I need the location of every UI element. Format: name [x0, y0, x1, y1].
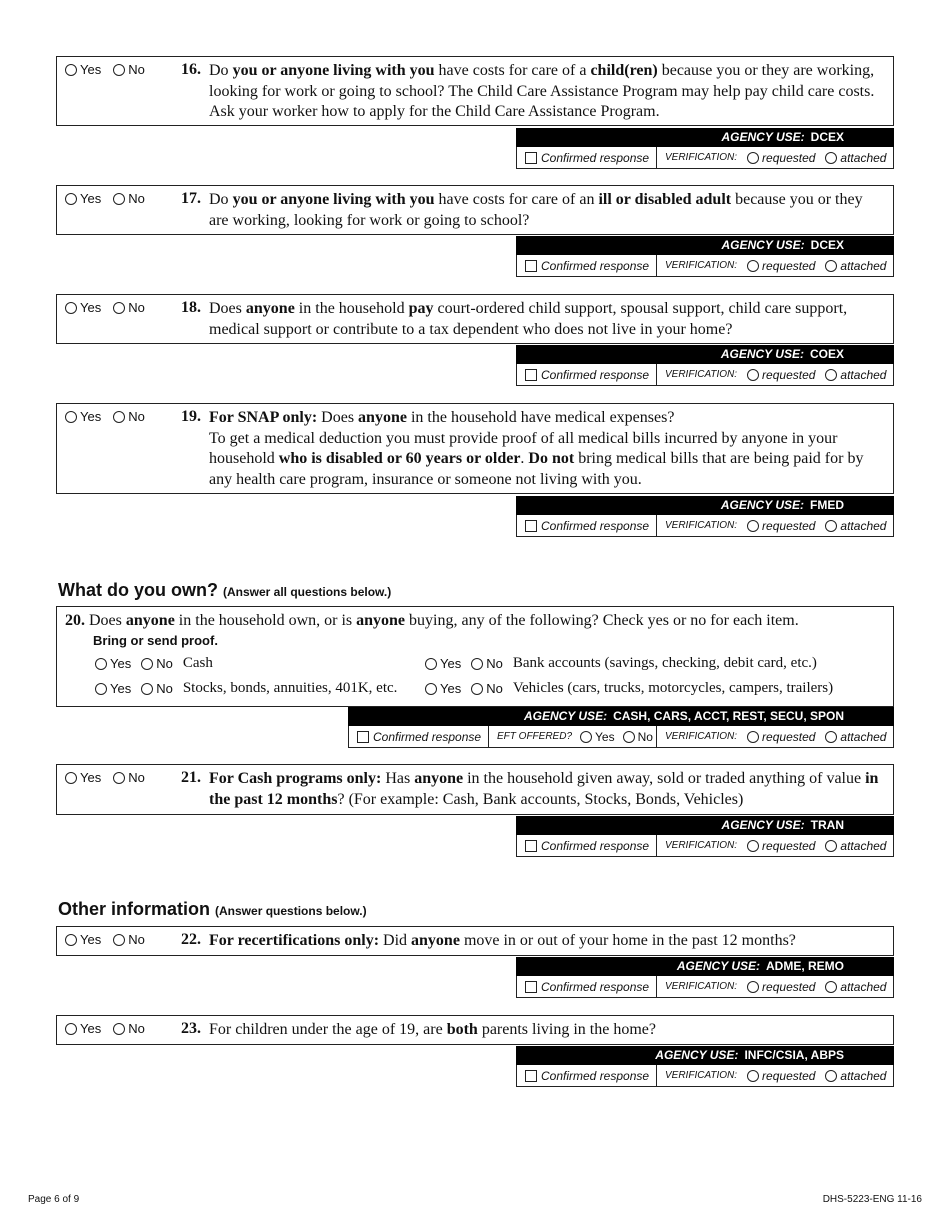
item-cash: Yes No Cash	[95, 655, 213, 672]
attached-radio[interactable]: attached	[825, 259, 886, 273]
yes-no-group	[65, 770, 145, 785]
no-radio[interactable]: No	[113, 932, 145, 947]
agency-use-header: AGENCY USE: ADME, REMO	[516, 957, 894, 976]
page-number: Page 6 of 9	[28, 1194, 80, 1205]
question-18	[56, 294, 894, 344]
no-radio[interactable]: No	[141, 681, 173, 696]
requested-radio[interactable]: requested	[747, 259, 815, 273]
verification-group: VERIFICATION: requested attached	[665, 518, 887, 533]
no-radio[interactable]: No	[471, 656, 503, 671]
section-title-own: What do you own? (Answer all questions below.)	[58, 580, 392, 600]
no-radio[interactable]: No	[113, 770, 145, 785]
confirmed-response-checkbox[interactable]: Confirmed response	[517, 147, 657, 168]
requested-radio[interactable]: requested	[747, 980, 815, 994]
no-radio[interactable]: No	[113, 1021, 145, 1036]
form-id: DHS-5223-ENG 11-16	[822, 1194, 922, 1205]
question-22	[56, 926, 894, 956]
agency-use-block	[516, 957, 894, 998]
agency-use-header: AGENCY USE: FMED	[516, 496, 894, 515]
verification-group: VERIFICATION: requested attached	[665, 150, 887, 165]
attached-radio[interactable]: attached	[825, 368, 886, 382]
yes-no-group	[65, 62, 145, 77]
confirmed-response-checkbox[interactable]: Confirmed response	[517, 1065, 657, 1086]
yes-no-group	[65, 932, 145, 947]
agency-use-header: AGENCY USE: TRAN	[516, 816, 894, 835]
confirmed-response-checkbox[interactable]: Confirmed response	[517, 976, 657, 997]
yes-radio[interactable]: Yes	[65, 932, 101, 947]
verification-group: VERIFICATION: requested attached	[665, 1068, 887, 1083]
verification-group: VERIFICATION: requested attached	[665, 979, 887, 994]
no-radio[interactable]: No	[471, 681, 503, 696]
confirmed-response-checkbox[interactable]: Confirmed response	[349, 726, 489, 747]
yes-radio[interactable]: Yes	[65, 62, 101, 77]
requested-radio[interactable]: requested	[747, 730, 815, 744]
requested-radio[interactable]: requested	[747, 839, 815, 853]
attached-radio[interactable]: attached	[825, 980, 886, 994]
item-bank-accounts: Yes No Bank accounts (savings, checking, debit card, etc.)	[425, 655, 817, 672]
yes-radio[interactable]: Yes	[65, 300, 101, 315]
requested-radio[interactable]: requested	[747, 368, 815, 382]
eft-offered-group: EFT OFFERED? Yes No	[489, 726, 657, 747]
verification-group: VERIFICATION: requested attached	[665, 838, 887, 853]
item-stocks: Yes No Stocks, bonds, annuities, 401K, etc.	[95, 680, 397, 697]
question-text: For children under the age of 19, are both parents living in the home?	[209, 1021, 656, 1038]
question-text: Do you or anyone living with you have costs for care of a child(ren) because you or they are working, looking for work or going to school? The Child Care Assistance Program may help pay child care costs. Ask your worker how to apply for the Child Care Assistance Program.	[209, 62, 875, 120]
yes-no-group	[65, 409, 145, 424]
question-16	[56, 56, 894, 126]
agency-use-block	[516, 496, 894, 537]
agency-use-block	[516, 1046, 894, 1087]
yes-radio[interactable]: Yes	[65, 770, 101, 785]
attached-radio[interactable]: attached	[825, 151, 886, 165]
section-title-other: Other information (Answer questions below.)	[58, 899, 367, 919]
requested-radio[interactable]: requested	[747, 519, 815, 533]
question-number: 19.	[181, 408, 201, 425]
question-text: Does anyone in the household pay court-ordered child support, spousal support, child care support, medical support or contribute to a tax dependent who does not live in your home?	[209, 300, 848, 338]
question-number: 23.	[181, 1020, 201, 1037]
question-20	[56, 606, 894, 707]
yes-radio[interactable]: Yes	[65, 409, 101, 424]
no-radio[interactable]: No	[113, 62, 145, 77]
verification-group: VERIFICATION: requested attached	[665, 367, 887, 382]
confirmed-response-checkbox[interactable]: Confirmed response	[517, 255, 657, 276]
confirmed-response-checkbox[interactable]: Confirmed response	[517, 364, 657, 385]
proof-note: Bring or send proof.	[93, 633, 218, 648]
yes-no-group	[65, 191, 145, 206]
yes-radio[interactable]: Yes	[95, 656, 131, 671]
requested-radio[interactable]: requested	[747, 1069, 815, 1083]
agency-use-block	[516, 128, 894, 169]
agency-use-block	[516, 816, 894, 857]
agency-use-header: AGENCY USE: DCEX	[516, 236, 894, 255]
yes-radio[interactable]: Yes	[95, 681, 131, 696]
question-text: Do you or anyone living with you have costs for care of an ill or disabled adult because you or they are working, looking for work or going to school?	[209, 191, 863, 229]
requested-radio[interactable]: requested	[747, 151, 815, 165]
verification-group: VERIFICATION: requested attached	[665, 729, 887, 744]
no-radio[interactable]: No	[623, 730, 653, 744]
yes-radio[interactable]: Yes	[425, 681, 461, 696]
confirmed-response-checkbox[interactable]: Confirmed response	[517, 515, 657, 536]
no-radio[interactable]: No	[141, 656, 173, 671]
no-radio[interactable]: No	[113, 300, 145, 315]
question-23	[56, 1015, 894, 1045]
agency-use-header: AGENCY USE: DCEX	[516, 128, 894, 147]
yes-no-group	[65, 1021, 145, 1036]
no-radio[interactable]: No	[113, 409, 145, 424]
question-text: For Cash programs only: Has anyone in the household given away, sold or traded anything of value in the past 12 months? (For example: Cash, Bank accounts, Stocks, Bonds, Vehicles)	[209, 770, 879, 808]
attached-radio[interactable]: attached	[825, 519, 886, 533]
yes-radio[interactable]: Yes	[580, 730, 615, 744]
yes-radio[interactable]: Yes	[425, 656, 461, 671]
agency-use-block	[516, 236, 894, 277]
question-number: 17.	[181, 190, 201, 207]
question-21	[56, 764, 894, 815]
question-number: 18.	[181, 299, 201, 316]
question-19	[56, 403, 894, 494]
attached-radio[interactable]: attached	[825, 730, 886, 744]
yes-radio[interactable]: Yes	[65, 1021, 101, 1036]
question-text: For SNAP only: Does anyone in the household have medical expenses? To get a medical deduction you must provide proof of all medical bills incurred by anyone in your household who is disabled or 60 years or older. Do not bring medical bills that are being paid for by any health care program, insurance or someone not living with you.	[209, 409, 864, 488]
agency-use-header: AGENCY USE: COEX	[516, 345, 894, 364]
yes-radio[interactable]: Yes	[65, 191, 101, 206]
question-text: For recertifications only: Did anyone move in or out of your home in the past 12 months?	[209, 932, 796, 949]
question-number: 16.	[181, 61, 201, 78]
attached-radio[interactable]: attached	[825, 839, 886, 853]
verification-group: VERIFICATION: requested attached	[665, 258, 887, 273]
no-radio[interactable]: No	[113, 191, 145, 206]
confirmed-response-checkbox[interactable]: Confirmed response	[517, 835, 657, 856]
question-number: 22.	[181, 931, 201, 948]
attached-radio[interactable]: attached	[825, 1069, 886, 1083]
question-17	[56, 185, 894, 235]
question-number: 21.	[181, 769, 201, 786]
item-vehicles: Yes No Vehicles (cars, trucks, motorcycles, campers, trailers)	[425, 680, 833, 697]
agency-use-header: AGENCY USE: CASH, CARS, ACCT, REST, SECU, SPON	[348, 707, 894, 726]
agency-use-header: AGENCY USE: INFC/CSIA, ABPS	[516, 1046, 894, 1065]
agency-use-block	[516, 345, 894, 386]
yes-no-group	[65, 300, 145, 315]
agency-use-block	[348, 707, 894, 748]
question-text: 20. Does anyone in the household own, or is anyone buying, any of the following? Check yes or no for each item.	[65, 612, 799, 629]
